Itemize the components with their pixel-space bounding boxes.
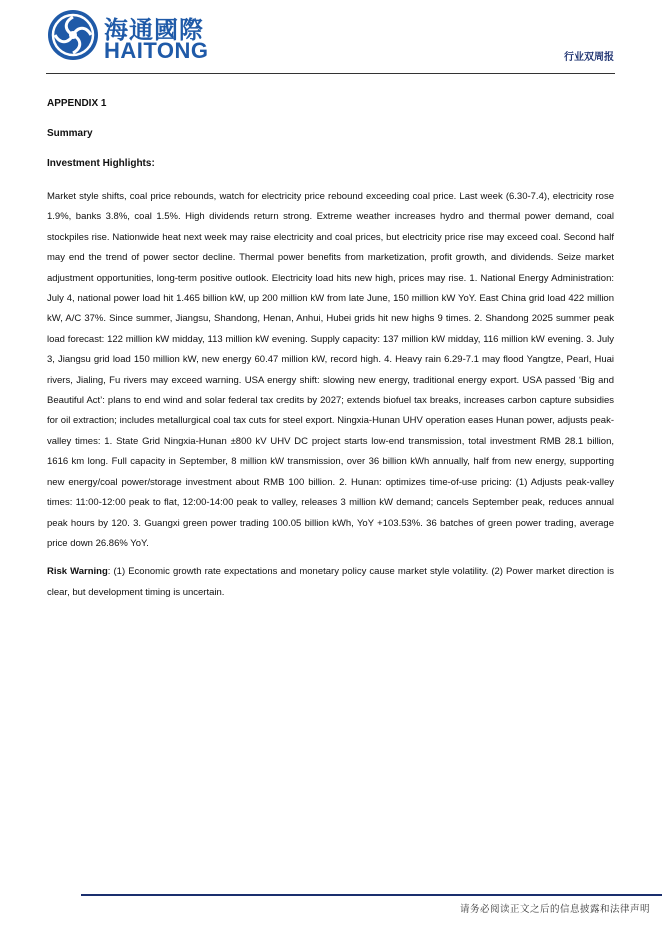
highlights-paragraph: Market style shifts, coal price rebounds, watch for electricity price rebound exceeding coal price. Last week (6.30-7.4), electricity rose 1.9%, banks 3.8%, coal 1.5%. High dividends return strong. Extreme weather increases hydro and thermal power demand, coal stockpiles rise. Nationwide heat next week may raise electricity and coal prices, but electricity price rise may exceed coal. Second half may end the trend of power sector decline. Thermal power benefits from marketization, profit growth, and dividends. Seize market adjustment opportunities, long-term positive outlook. Electricity load hits new high, prices may rise. 1. National Energy Administration: July 4, national power load hit 1.465 billion kW, up 200 million kW from late June, 150 million kW YoY. East China grid load 422 million kW, A/C 37%. Since summer, Jiangsu, Shandong, Henan, Anhui, Hubei grids hit new highs 9 times. 2. Shandong 2025 summer peak load forecast: 122 million kW midday, 113 million kW evening. Supply capacity: 137 million kW midday, 116 million kW evening. 3. July 3, Jiangsu grid load 150 million kW, new energy 60.47 million kW, record high. 4. Heavy rain 6.29-7.1 may flood Yangtze, Pearl, Huai rivers, Jialing, Fu rivers may exceed warning. USA energy shift: slowing new energy, traditional energy export. USA passed ‘Big and Beautiful Act’: plans to end wind and solar federal tax credits by 2027; extends biofuel tax breaks, increases carbon capture subsidies for oil extraction; includes metallurgical coal tax cuts for steel export. Ningxia-Hunan UHV operation eases Hunan power, adjusts peak-valley times: 1. State Grid Ningxia-Hunan ±800 kV UHV DC project starts low-end transmission, total investment RMB 28.1 billion, 1616 km long. Full capacity in September, 8 million kW transmission, over 36 billion kWh annually, half from new energy, supporting new energy/coal power/storage investment about RMB 100 billion. 2. Hunan: optimizes time-of-use pricing: (1) Adjusts peak-valley times: 11:00-12:00 peak to flat, 12:00-14:00 peak to valley, releases 3 million kW demand; cancels September peak, reduces annual peak hours by 120. 3. Guangxi green power trading 100.05 billion kWh, YoY +103.53%. 36 batches of green power trading, average price down 26.86% YoY.: [47, 191, 614, 549]
appendix-title: APPENDIX 1: [47, 98, 107, 109]
footer-divider: [81, 894, 662, 896]
summary-title: Summary: [47, 128, 93, 139]
page-header: [0, 0, 662, 76]
haitong-logo-icon: [46, 8, 100, 62]
header-divider: [46, 73, 615, 74]
haitong-logo: [46, 8, 209, 64]
footer-disclaimer-note: 请务必阅读正文之后的信息披露和法律声明: [459, 904, 650, 915]
risk-warning-text: : (1) Economic growth rate expectations and monetary policy cause market style volatility. (2) Power market direction is clear, but development timing is uncertain.: [47, 566, 614, 598]
logo-english-text: HAITONG: [104, 38, 209, 63]
risk-warning-label: Risk Warning: [47, 566, 108, 578]
risk-warning-paragraph: [47, 562, 614, 603]
main-content: [47, 97, 614, 611]
report-type-label: 行业双周报: [564, 52, 614, 63]
logo-chinese-text: 海通國際: [104, 16, 204, 44]
highlights-title: Investment Highlights:: [47, 158, 155, 169]
